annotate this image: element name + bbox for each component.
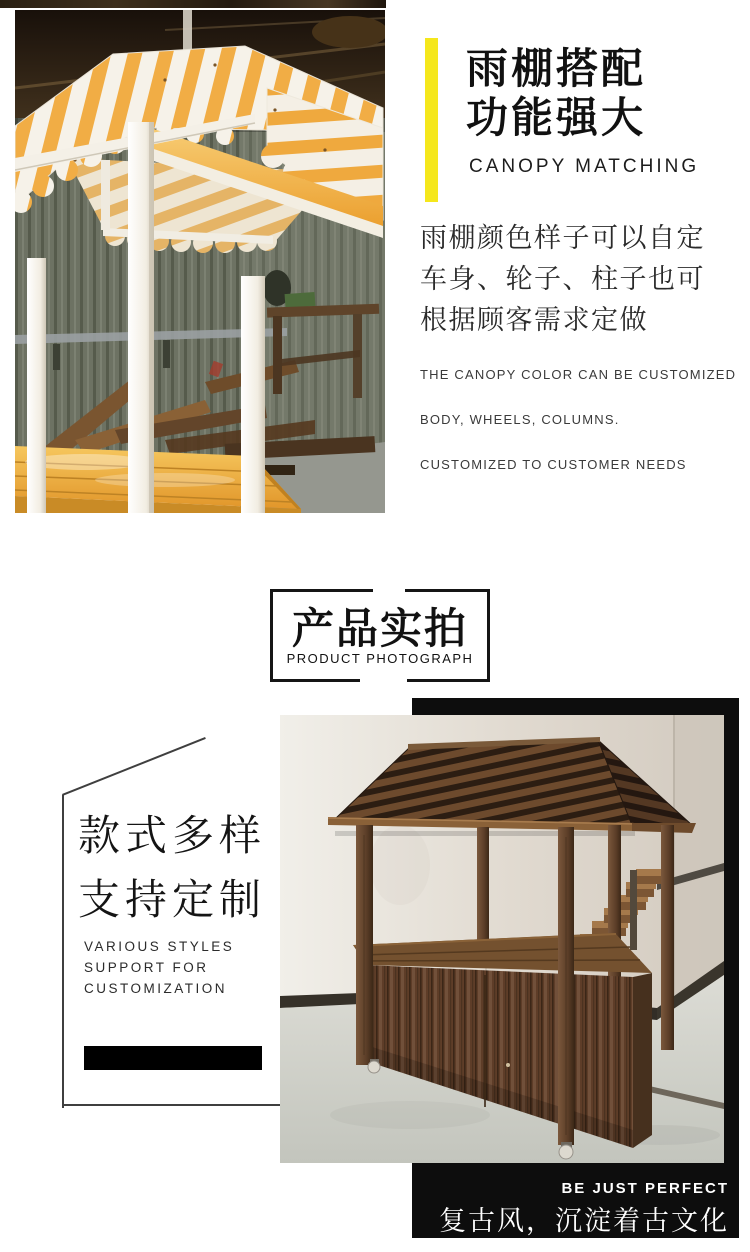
canopy-desc-cn-line1: 雨棚颜色样子可以自定 (420, 223, 705, 253)
canopy-title-line2: 功能强大 (466, 94, 647, 141)
box-border-bottom-right-segment (407, 679, 490, 682)
previous-photo-edge (0, 0, 386, 8)
canopy-desc-cn-line3: 根据顾客需求定做 (420, 305, 648, 335)
product-photograph-title-cn: 产品实拍 (291, 605, 468, 652)
styles-box-diagonal-line (62, 737, 206, 796)
styles-desc-en-line3: CUSTOMIZATION (84, 981, 227, 996)
styles-section-title (78, 804, 266, 932)
styles-title-line2: 支持定制 (78, 876, 267, 923)
yellow-accent-bar (425, 38, 438, 202)
canopy-desc-en-line1: THE CANOPY COLOR CAN BE CUSTOMIZED (420, 367, 737, 382)
canopy-desc-cn-line2: 车身、轮子、柱子也可 (420, 264, 705, 294)
retro-caption-cn: 复古风，沉淀着古文化 (439, 1206, 729, 1236)
styles-desc-en-line1: VARIOUS STYLES (84, 939, 235, 954)
wooden-kiosk-photo (280, 715, 724, 1163)
canopy-section-subtitle: CANOPY MATCHING (469, 156, 700, 177)
canopy-desc-en-line2: BODY, WHEELS, COLUMNS. (420, 412, 620, 427)
workshop-cart-photo (15, 10, 385, 513)
styles-title-line1: 款式多样 (78, 812, 267, 859)
retro-caption-en: BE JUST PERFECT (561, 1180, 729, 1197)
styles-description-en (84, 936, 234, 999)
canopy-section-title (466, 44, 646, 142)
canopy-title-line1: 雨棚搭配 (466, 45, 647, 92)
box-border-bottom-left-segment (270, 679, 360, 682)
styles-box-left-line (62, 795, 64, 1108)
product-photograph-title-en: PRODUCT PHOTOGRAPH (286, 651, 474, 666)
box-border-top-left-segment (270, 589, 373, 592)
canopy-description-cn (420, 218, 705, 341)
product-photograph-title-box (270, 589, 490, 682)
styles-desc-en-line2: SUPPORT FOR (84, 960, 209, 975)
decorative-black-bar (84, 1046, 262, 1070)
box-border-top-right-segment (405, 589, 490, 592)
canopy-desc-en-line3: CUSTOMIZED TO CUSTOMER NEEDS (420, 457, 687, 472)
canopy-description-en (420, 352, 736, 487)
